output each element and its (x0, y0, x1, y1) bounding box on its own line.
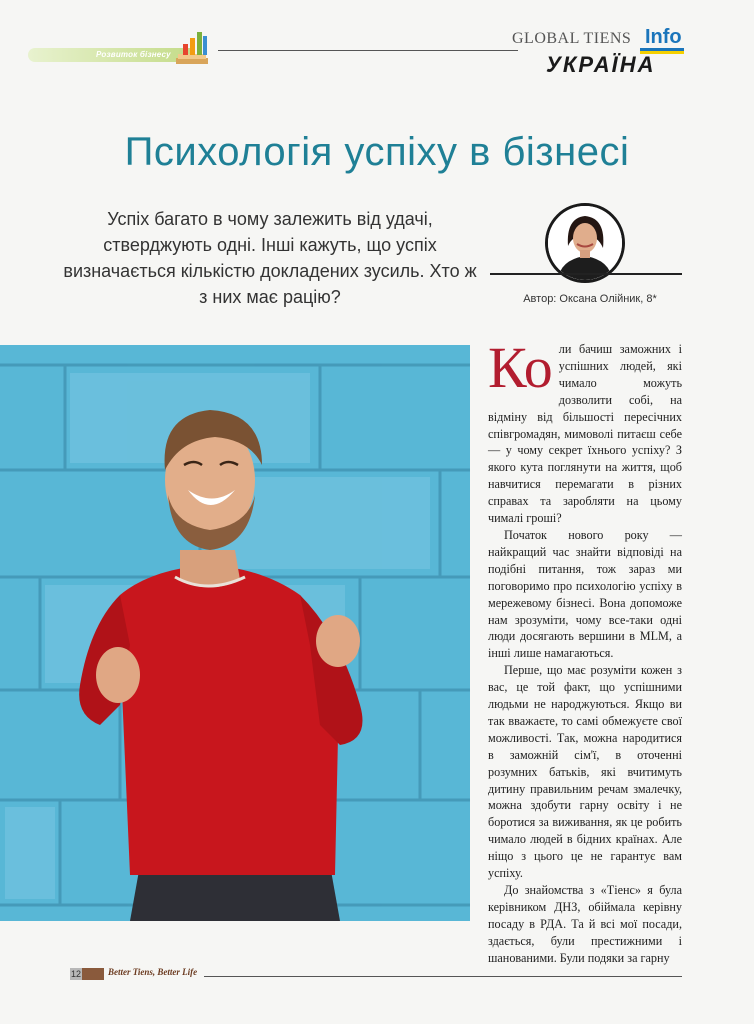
brand-country: УКРАЇНА (546, 52, 656, 77)
brand-name: GLOBAL TIENS (512, 30, 632, 47)
article-lead: Успіх багато в чому залежить від удачі, стверджують одні. Інші кажуть, що успіх визначається кількістю докладених зусиль. Хто ж з них має рацію? (63, 209, 477, 308)
page-number-bar (82, 968, 104, 980)
author-rule (490, 273, 682, 275)
header-rule (218, 50, 518, 51)
chart-icon (174, 28, 214, 68)
article-paragraph: Початок нового року — найкращий час знайти відповіді на подібні питання, тож зараз ми поговоримо про психологію успіху в мережевому бізнесі. Вона допоможе нам зрозуміти, чому все-таки одні люди досягають вершини в MLM, а інші лише намагаються. (488, 527, 682, 661)
author-photo (545, 203, 625, 283)
article-paragraph: До знайомства з «Тіенс» я була керівником ДНЗ, обіймала керівну посаду в РДА. Та й всі мої посади, здається, були престижними і шанованими. Були подяки за гарну (488, 883, 682, 965)
article-paragraph: Перше, що має розуміти кожен з вас, це той факт, що успішними людьми не народжуються. Якщо ви так вважаєте, то самі обмежуєте свої можливості. Так, можна народитися в заможній сім'ї, в оточенні розумних батьків, які вчитимуть дитину правильним речам змалечку, можна здобути гарну освіту і не боротися за виживання, як це робить чимало людей в бідних країнах. Але ніщо з цього це не гарантує вам успіху. (488, 663, 682, 881)
footer-rule (204, 976, 682, 977)
article-paragraph (488, 335, 682, 527)
section-label: Розвиток бізнесу (96, 50, 171, 59)
article-title: Психологія успіху в бізнесі (124, 130, 630, 174)
article-body (488, 335, 682, 967)
footer-tagline: Better Tiens, Better Life (108, 967, 198, 977)
paragraph-text: ли бачиш заможних і успішних людей, які чимало можуть дозволити собі, на відміну від більшості пересічних співгромадян, мимоволі питаєш себе — у чому секрет їхнього успіху? З якого кута поглянути на життя, щоб навчитися перемагати в різних справах та заробляти на цьому чималі гроші? (488, 342, 682, 526)
author-caption: Автор: Оксана Олійник, 8* (523, 293, 657, 305)
brand-suffix: Info (645, 26, 682, 48)
page-number: 12 (70, 969, 81, 979)
brand-logo (512, 26, 684, 77)
article-photo (0, 345, 470, 921)
drop-cap: Ко (488, 335, 553, 400)
